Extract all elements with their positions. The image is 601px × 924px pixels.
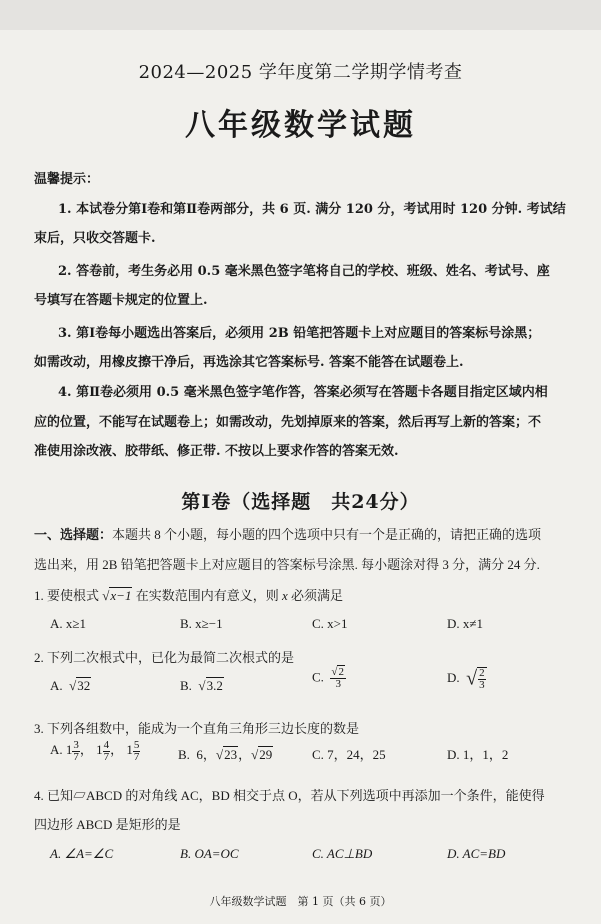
section-title: 第Ⅰ卷（选择题 共24分） — [181, 491, 420, 513]
q4-option-b: B. OA=OC — [180, 846, 239, 861]
q3-a-whole: 1 — [65, 742, 73, 757]
q2-option-a: A. √32 — [50, 678, 91, 693]
q4-option-a: A. ∠A=∠C — [50, 846, 114, 861]
scan-shadow-top — [0, 0, 601, 30]
question-2-stem: 2. 下列二次根式中，已化为最简二次根式的是 — [34, 650, 295, 665]
tip-line: 4. 第Ⅱ卷必须用 0.5 毫米黑色签字笔作答，答案必须写在答题卡各题目指定区域内相 — [58, 385, 548, 400]
q3-a-item: 1 $\frac{4}{7}$ ， — [96, 738, 124, 763]
q4-option-d: D. AC=BD — [447, 846, 506, 861]
tip-line: 应的位置，不能写在试题卷上；如需改动，先划掉原来的答案，然后再写上新的答案；不 — [34, 415, 542, 430]
q3-a-num: 4 — [103, 738, 110, 751]
q1-post2: 必须满足 — [291, 588, 344, 603]
q1-post: 在实数范围内有意义，则 — [135, 588, 279, 603]
q2-option-c — [312, 667, 346, 690]
tip-line: 2. 答卷前，考生务必用 0.5 毫米黑色签字笔将自己的学校、班级、姓名、考试号、座 — [58, 264, 550, 279]
q3-b-first: 6， — [196, 747, 216, 762]
question-1-stem — [34, 585, 343, 604]
q2-b-value: 3.2 — [206, 678, 223, 693]
q3-a-num: 3 — [73, 738, 79, 751]
tip-line: 3. 第Ⅰ卷每小题选出答案后，必须用 2B 铅笔把答题卡上对应题目的答案标号涂黑； — [58, 326, 541, 341]
q1-option-a: A. x≥1 — [50, 616, 87, 631]
q3-a-whole: 1 — [96, 742, 103, 757]
page-footer: 八年级数学试题 第 1 页（共 6 页） — [209, 895, 392, 908]
q3-option-b: B. 6，√23，√29 — [178, 747, 273, 762]
q3-a-den: 7 — [103, 750, 110, 763]
q3-option-d: D. 1，1，2 — [447, 747, 509, 762]
q3-b-label: B. — [178, 747, 190, 762]
q3-b-root2: 29 — [259, 747, 273, 762]
q2-d-numerator: 2 — [479, 667, 485, 679]
tip-line: 号填写在答题卡规定的位置上. — [34, 293, 208, 308]
q1-var: x — [281, 588, 288, 603]
q3-a-num: 5 — [133, 738, 140, 751]
q3-a-label: A. — [50, 742, 63, 757]
tip-line: 束后，只收交答题卡. — [34, 231, 156, 246]
question-4-line2: 四边形 ABCD 是矩形的是 — [34, 817, 181, 832]
tips-heading: 温馨提示： — [34, 172, 100, 187]
q2-c-fraction: $\frac{√2}{3}$ — [331, 666, 344, 690]
q1-option-c: C. x>1 — [312, 616, 348, 631]
q3-option-c: C. 7，24，25 — [312, 747, 386, 762]
q2-c-denominator: 3 — [335, 678, 341, 690]
q1-option-d: D. x≠1 — [447, 616, 484, 631]
q2-a-value: 32 — [77, 678, 91, 693]
question-4-line1: 4. 已知▱ABCD 的对角线 AC，BD 相交于点 O，若从下列选项中再添加一个条件，能使得 — [34, 788, 545, 803]
q4-option-c: C. AC⊥BD — [312, 846, 373, 861]
section-intro-label: 一、选择题： — [34, 527, 113, 542]
q2-c-label: C. — [312, 669, 324, 685]
section-intro-line1 — [34, 524, 541, 543]
q3-option-a — [50, 739, 140, 763]
q2-d-denominator: 3 — [479, 679, 485, 691]
q1-radicand: x−1 — [110, 588, 132, 603]
q1-option-b: B. x≥−1 — [180, 616, 223, 631]
q2-option-b: B. √3.2 — [180, 678, 223, 693]
section-intro-text: 本题共 8 个小题，每小题的四个选项中只有一个是正确的，请把正确的选项 — [112, 527, 542, 542]
tip-line: 准使用涂改液、胶带纸、修正带. 不按以上要求作答的答案无效. — [34, 444, 399, 459]
q3-a-den: 7 — [73, 750, 79, 763]
q3-a-item — [126, 738, 140, 763]
question-3-stem: 3. 下列各组数中，能成为一个直角三角形三边长度的数是 — [34, 721, 360, 736]
q3-a-whole: 1 — [126, 742, 133, 757]
exam-title: 八年级数学试题 — [185, 108, 416, 143]
year-title: 2024—2025 学年度第二学期学情考查 — [138, 62, 463, 83]
q2-d-fraction — [477, 667, 487, 691]
q1-radical: √x−1 — [102, 588, 132, 603]
q3-b-root1: 23 — [224, 747, 238, 762]
q2-b-label: B. — [180, 678, 192, 693]
section-intro-line2: 选出来，用 2B 铅笔把答题卡上对应题目的答案标号涂黑. 每小题涂对得 3 分，满分 24 分. — [34, 557, 540, 572]
tip-line: 如需改动，用橡皮擦干净后，再选涂其它答案标号. 答案不能答在试题卷上. — [34, 355, 464, 370]
q3-a-den: 7 — [133, 750, 140, 763]
q1-pre: 1. 要使根式 — [34, 588, 100, 603]
q2-a-label: A. — [50, 678, 63, 693]
q3-a-item: 1 $\frac{3}{7}$ ， — [65, 738, 93, 763]
q2-option-d: D. √ $\frac{2}{3}$ — [447, 667, 485, 691]
tip-line: 1. 本试卷分第Ⅰ卷和第Ⅱ卷两部分，共 6 页. 满分 120 分，考试用时 120 分钟. 考试结 — [58, 202, 566, 217]
q2-c-numerator: 2 — [338, 666, 344, 678]
q2-d-label: D. — [447, 669, 460, 685]
